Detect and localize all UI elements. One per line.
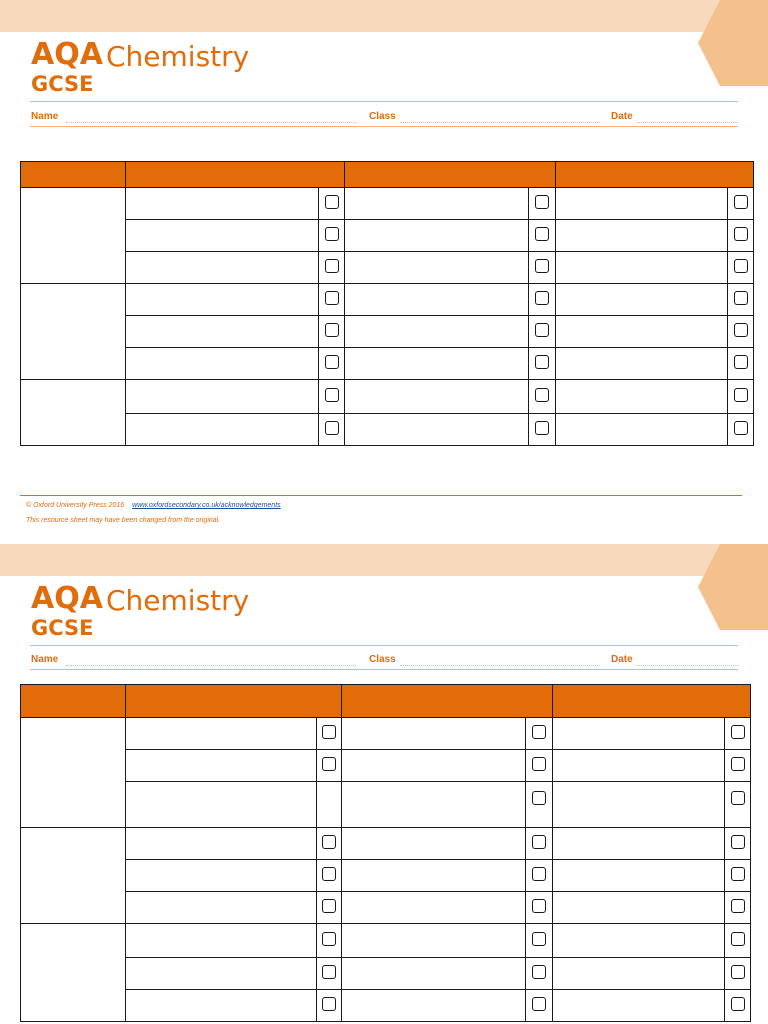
table-cell <box>342 958 526 990</box>
table-cell <box>126 188 319 220</box>
table-cell <box>556 188 728 220</box>
header-rule-bottom <box>30 669 738 670</box>
table-cell <box>553 718 725 750</box>
table-row <box>21 750 751 782</box>
table-cell <box>342 860 526 892</box>
name-label: Name <box>31 654 59 665</box>
name-field[interactable] <box>66 665 356 666</box>
checkbox-icon[interactable] <box>325 227 339 241</box>
table-cell <box>553 892 725 924</box>
table-cell <box>345 188 529 220</box>
table-cell <box>126 718 317 750</box>
checkbox-icon[interactable] <box>535 323 549 337</box>
table-cell <box>126 958 317 990</box>
checkbox-icon[interactable] <box>734 227 748 241</box>
table-cell <box>126 924 317 958</box>
checkbox-icon[interactable] <box>322 965 336 979</box>
checkbox-icon[interactable] <box>325 259 339 273</box>
checkbox-icon[interactable] <box>532 757 546 771</box>
table-cell <box>126 316 319 348</box>
group-label-cell <box>21 718 126 828</box>
aqa-logo: AQA <box>31 37 103 72</box>
checkbox-icon[interactable] <box>734 291 748 305</box>
header-rule-bottom <box>30 126 738 127</box>
checkbox-icon[interactable] <box>731 899 745 913</box>
aqa-logo: AQA <box>31 581 103 616</box>
group-label-cell <box>21 284 126 380</box>
checkbox-icon[interactable] <box>532 932 546 946</box>
table-cell <box>126 380 319 414</box>
checkbox-icon[interactable] <box>532 725 546 739</box>
corner-decoration <box>698 0 768 86</box>
checkbox-icon[interactable] <box>731 932 745 946</box>
checkbox-icon[interactable] <box>325 195 339 209</box>
table-header-row <box>21 685 751 718</box>
table-cell <box>342 782 526 828</box>
table-cell <box>342 718 526 750</box>
date-field[interactable] <box>637 665 738 666</box>
date-label: Date <box>611 111 633 122</box>
table-cell <box>342 892 526 924</box>
table-cell <box>317 782 342 828</box>
header-cell <box>345 162 556 188</box>
checkbox-icon[interactable] <box>532 997 546 1011</box>
checkbox-icon[interactable] <box>325 355 339 369</box>
table-cell <box>345 284 529 316</box>
checkbox-icon[interactable] <box>734 323 748 337</box>
table-row <box>21 958 751 990</box>
table-cell <box>556 380 728 414</box>
checkbox-icon[interactable] <box>322 757 336 771</box>
checkbox-icon[interactable] <box>731 757 745 771</box>
table-cell <box>556 284 728 316</box>
table-cell <box>553 828 725 860</box>
table-cell <box>553 782 725 828</box>
checkbox-icon[interactable] <box>532 835 546 849</box>
table-cell <box>345 252 529 284</box>
table-cell <box>126 990 317 1022</box>
header-rule <box>30 645 738 646</box>
checkbox-icon[interactable] <box>535 355 549 369</box>
table-row <box>21 220 754 252</box>
group-label-cell <box>21 380 126 446</box>
subject-title: Chemistry <box>106 584 250 617</box>
table-cell <box>345 414 529 446</box>
checklist-table <box>20 684 751 1022</box>
table-cell <box>345 316 529 348</box>
table-row <box>21 782 751 828</box>
checkbox-icon[interactable] <box>731 835 745 849</box>
table-row <box>21 990 751 1022</box>
checkbox-icon[interactable] <box>325 323 339 337</box>
name-field[interactable] <box>66 122 356 123</box>
header-cell <box>556 162 754 188</box>
table-cell <box>553 924 725 958</box>
header-cell <box>126 685 342 718</box>
corner-decoration <box>698 544 768 630</box>
header-rule <box>30 101 738 102</box>
header-cell <box>126 162 345 188</box>
table-cell <box>345 348 529 380</box>
name-label: Name <box>31 111 59 122</box>
header-cell <box>21 162 126 188</box>
group-label-cell <box>21 188 126 284</box>
table-cell <box>556 220 728 252</box>
checkbox-icon[interactable] <box>322 899 336 913</box>
table-row <box>21 316 754 348</box>
checkbox-icon[interactable] <box>535 227 549 241</box>
table-row <box>21 414 754 446</box>
subject-title: Chemistry <box>106 40 250 73</box>
checkbox-icon[interactable] <box>734 195 748 209</box>
checkbox-icon[interactable] <box>322 932 336 946</box>
checkbox-icon[interactable] <box>535 195 549 209</box>
checkbox-icon[interactable] <box>731 725 745 739</box>
table-cell <box>342 924 526 958</box>
footer-rule <box>20 495 742 496</box>
acknowledgements-link[interactable]: www.oxfordsecondary.co.uk/acknowledgements <box>132 502 281 509</box>
top-band <box>0 0 768 32</box>
table-row <box>21 284 754 316</box>
class-label: Class <box>369 111 396 122</box>
checkbox-icon[interactable] <box>325 421 339 435</box>
checklist-table <box>20 161 754 446</box>
footer-copyright-line <box>26 502 281 509</box>
table-row <box>21 188 754 220</box>
checkbox-icon[interactable] <box>731 997 745 1011</box>
checkbox-icon[interactable] <box>734 259 748 273</box>
checkbox-icon[interactable] <box>532 791 546 805</box>
group-label-cell <box>21 828 126 924</box>
table-cell <box>556 252 728 284</box>
footer-note: This resource sheet may have been changed from the original. <box>26 517 221 524</box>
table-cell <box>553 990 725 1022</box>
table-cell <box>345 220 529 252</box>
checkbox-icon[interactable] <box>322 835 336 849</box>
checkbox-icon[interactable] <box>731 791 745 805</box>
checkbox-icon[interactable] <box>731 867 745 881</box>
top-band <box>0 544 768 576</box>
date-field[interactable] <box>637 122 738 123</box>
checkbox-icon[interactable] <box>731 965 745 979</box>
table-row <box>21 252 754 284</box>
checkbox-icon[interactable] <box>325 291 339 305</box>
table-cell <box>126 220 319 252</box>
level-title: GCSE <box>31 616 94 640</box>
table-cell <box>126 252 319 284</box>
table-row <box>21 828 751 860</box>
checkbox-icon[interactable] <box>325 388 339 402</box>
table-cell <box>126 750 317 782</box>
table-cell <box>553 958 725 990</box>
checkbox-icon[interactable] <box>322 725 336 739</box>
table-cell <box>556 414 728 446</box>
class-field[interactable] <box>400 122 600 123</box>
table-cell <box>553 750 725 782</box>
checkbox-icon[interactable] <box>322 997 336 1011</box>
checkbox-icon[interactable] <box>535 291 549 305</box>
level-title: GCSE <box>31 72 94 96</box>
header-cell <box>553 685 751 718</box>
table-cell <box>553 860 725 892</box>
table-cell <box>345 380 529 414</box>
table-cell <box>342 990 526 1022</box>
table-cell <box>126 828 317 860</box>
checkbox-icon[interactable] <box>734 421 748 435</box>
table-row <box>21 380 754 414</box>
table-cell <box>126 892 317 924</box>
checkbox-icon[interactable] <box>734 388 748 402</box>
table-header-row <box>21 162 754 188</box>
group-label-cell <box>21 924 126 1022</box>
table-row <box>21 348 754 380</box>
table-row <box>21 924 751 958</box>
checkbox-icon[interactable] <box>532 965 546 979</box>
copyright-text: © Oxford University Press 2016 <box>26 502 125 509</box>
table-cell <box>126 860 317 892</box>
table-cell <box>342 750 526 782</box>
table-cell <box>126 348 319 380</box>
table-cell <box>126 414 319 446</box>
table-row <box>21 718 751 750</box>
checkbox-icon[interactable] <box>532 899 546 913</box>
header-cell <box>342 685 553 718</box>
worksheet-page-2 <box>0 544 768 1024</box>
checkbox-icon[interactable] <box>322 867 336 881</box>
table-cell <box>342 828 526 860</box>
checkbox-icon[interactable] <box>532 867 546 881</box>
class-label: Class <box>369 654 396 665</box>
table-cell <box>126 284 319 316</box>
table-cell <box>126 782 317 828</box>
date-label: Date <box>611 654 633 665</box>
table-row <box>21 860 751 892</box>
class-field[interactable] <box>400 665 600 666</box>
header-cell <box>21 685 126 718</box>
table-row <box>21 892 751 924</box>
checkbox-icon[interactable] <box>535 421 549 435</box>
checkbox-icon[interactable] <box>734 355 748 369</box>
table-cell <box>556 316 728 348</box>
table-cell <box>556 348 728 380</box>
checkbox-icon[interactable] <box>535 388 549 402</box>
checkbox-icon[interactable] <box>535 259 549 273</box>
